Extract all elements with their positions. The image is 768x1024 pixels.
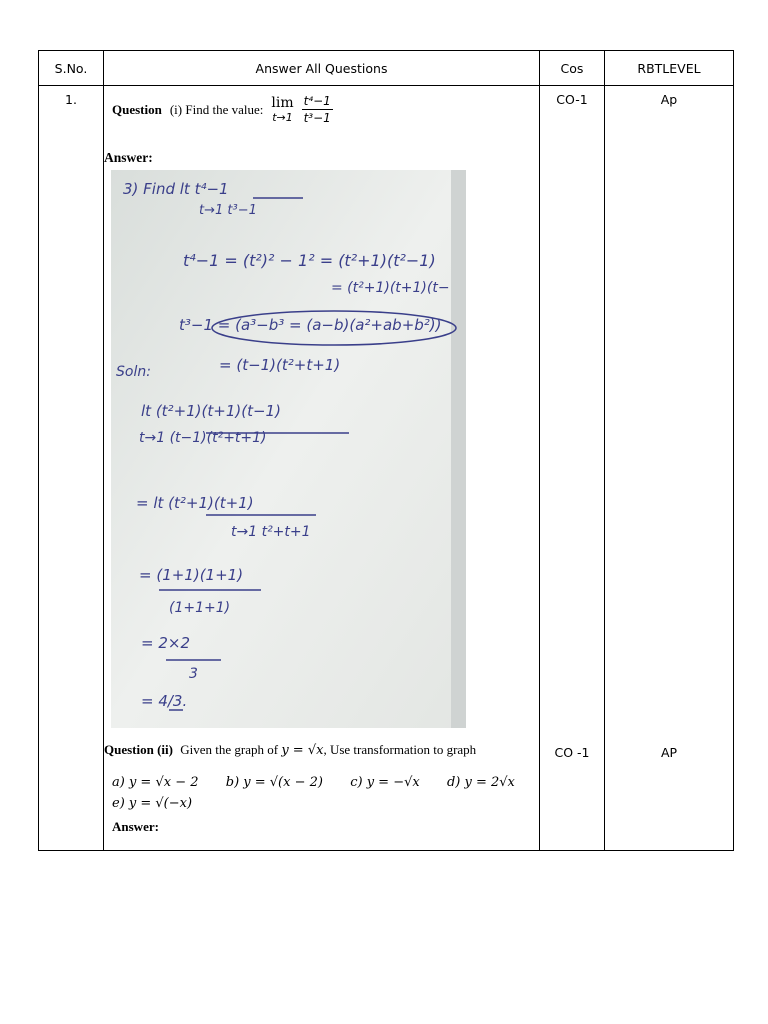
handwritten-line: = 4/3. bbox=[141, 692, 188, 710]
handwritten-line: Soln: bbox=[116, 364, 151, 380]
question-cell bbox=[104, 86, 540, 851]
question-2-label: Question (ii) bbox=[104, 742, 173, 757]
cos-q1: CO-1 bbox=[556, 92, 588, 107]
question-1 bbox=[112, 94, 333, 125]
handwritten-line: t⁴−1 = (t²)² − 1² = (t²+1)(t²−1) bbox=[183, 251, 436, 270]
answer-label-2: Answer: bbox=[112, 819, 159, 834]
handwritten-line: t→1 (t−1)(t²+t+1) bbox=[139, 430, 267, 446]
handwritten-line: = 2×2 bbox=[141, 634, 190, 652]
option-c: c) y = −√x bbox=[350, 775, 420, 790]
question-1-text: (i) Find the value: bbox=[169, 101, 264, 117]
option-e: e) y = √(−x) bbox=[112, 796, 193, 811]
limit-word: lim bbox=[271, 95, 294, 111]
handwritten-line: = (t²+1)(t+1)(t− bbox=[331, 280, 450, 296]
header-questions: Answer All Questions bbox=[104, 51, 540, 86]
question-2-options bbox=[112, 774, 539, 790]
handwritten-line: 3 bbox=[189, 666, 198, 682]
handwritten-line: lt (t²+1)(t+1)(t−1) bbox=[141, 402, 281, 420]
handwritten-line: 3) Find lt t⁴−1 bbox=[123, 180, 229, 198]
handwritten-line: t³−1 = (a³−b³ = (a−b)(a²+ab+b²)) bbox=[179, 316, 442, 334]
rbt-q2: AP bbox=[660, 745, 678, 760]
limit-fraction bbox=[302, 94, 333, 125]
handwritten-line: t→1 t³−1 bbox=[199, 203, 257, 218]
serial-number: 1. bbox=[65, 92, 77, 107]
handwritten-line: (1+1+1) bbox=[169, 600, 231, 616]
header-sno: S.No. bbox=[39, 51, 104, 86]
fraction-numerator: t⁴−1 bbox=[303, 94, 331, 108]
question-1-label: Question bbox=[112, 101, 162, 117]
question-2-text-before: Given the graph of bbox=[180, 742, 279, 757]
handwritten-line: t→1 t²+t+1 bbox=[231, 524, 311, 540]
option-a: a) y = √x − 2 bbox=[112, 775, 199, 790]
cos-q2: CO -1 bbox=[554, 745, 590, 760]
header-rbt-level: RBTLEVEL bbox=[605, 51, 734, 86]
question-2-function: y = √x bbox=[281, 743, 324, 758]
question-2 bbox=[104, 742, 476, 758]
rbt-cell bbox=[605, 86, 734, 851]
handwritten-solution-photo bbox=[111, 170, 466, 728]
limit-subscript: t→1 bbox=[272, 111, 293, 124]
limit-operator bbox=[271, 95, 293, 124]
handwritten-line: = (t−1)(t²+t+1) bbox=[219, 356, 341, 374]
answer-label-1: Answer: bbox=[104, 150, 153, 165]
question-row bbox=[39, 86, 734, 851]
handwritten-line: = (1+1)(1+1) bbox=[139, 566, 244, 584]
header-row bbox=[39, 51, 734, 86]
cos-cell bbox=[540, 86, 605, 851]
option-d: d) y = 2√x bbox=[446, 775, 515, 790]
header-cos: Cos bbox=[540, 51, 605, 86]
option-b: b) y = √(x − 2) bbox=[225, 775, 323, 790]
sno-cell bbox=[39, 86, 104, 851]
fraction-denominator: t³−1 bbox=[303, 111, 331, 125]
rbt-q1: Ap bbox=[660, 92, 678, 107]
questions-table bbox=[38, 50, 734, 851]
question-2-text-after: , Use transformation to graph bbox=[323, 742, 477, 757]
handwritten-line: = lt (t²+1)(t+1) bbox=[136, 494, 254, 512]
